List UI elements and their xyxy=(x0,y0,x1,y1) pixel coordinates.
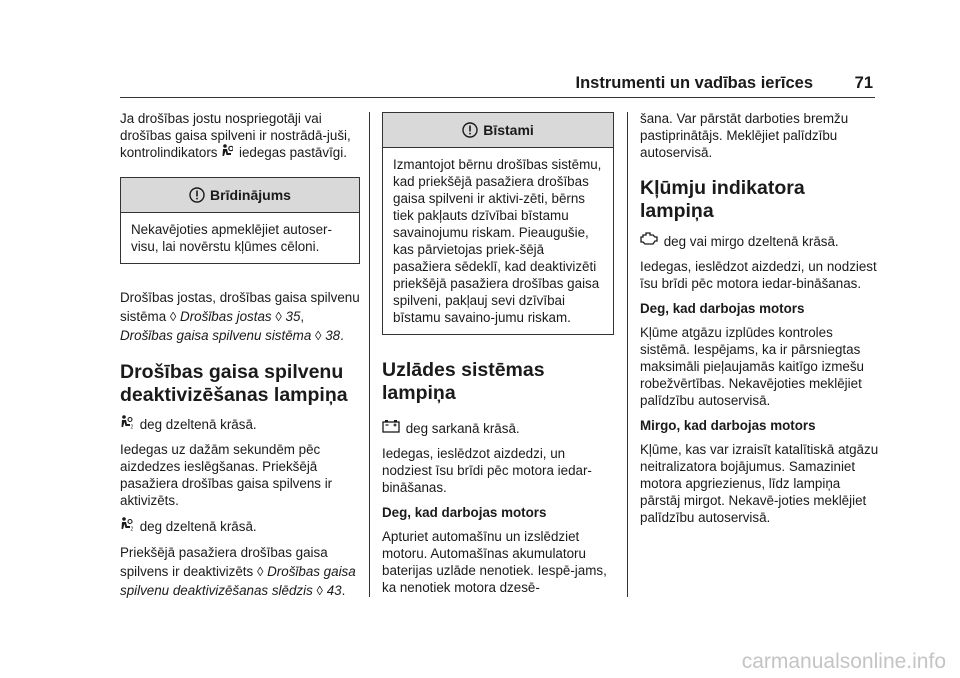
paragraph: šana. Var pārstāt darboties bremžu pastiprinātājs. Meklējiet palīdzību autoservisā. xyxy=(640,111,849,160)
header-rule xyxy=(120,97,875,98)
page-ref-icon: ◊ xyxy=(315,328,322,343)
column-divider xyxy=(369,112,370,597)
section-heading: Uzlādes sistēmas lampiņa xyxy=(382,359,545,404)
paragraph: Ja drošības jostu nospriegotāji vai drošības gaisa spilveni ir nostrādā-juši, kontrolindikators iedegas pastāvīgi. xyxy=(120,111,351,160)
paragraph: Kļūme atgāzu izplūdes kontroles sistēmā. Iespējams, ka ir pārsniegtas maksimāli pieļaujamās kaitīgo izmešu robežvērtības. Nekavējoties meklējiet palīdzību autoservisā. xyxy=(640,325,865,408)
cross-reference[interactable]: Drošības jostas xyxy=(180,309,272,324)
warning-header: Brīdinājums xyxy=(121,178,359,213)
section-heading: Kļūmju indikatora lampiņa xyxy=(640,177,805,222)
paragraph: Kļūme, kas var izraisīt katalītiskā atgāzu neitralizatora bojājumus. Samaziniet motora apgriezienus, līdz lampiņa pārstāj mirgot. Nekavē-joties meklējiet palīdzību autoservisā. xyxy=(640,442,879,525)
danger-box xyxy=(382,112,614,335)
airbag-indicator-icon xyxy=(221,144,233,161)
cross-reference[interactable]: Drošības gaisa spilvenu deaktivizēšanas slēdzis xyxy=(120,564,356,598)
watermark: carmanualsonline.info xyxy=(741,650,946,673)
column-divider xyxy=(627,112,628,597)
column-1 xyxy=(120,110,360,608)
warning-box xyxy=(120,177,360,264)
svg-text:2: 2 xyxy=(130,424,134,429)
paragraph: Drošības jostas, drošības gaisa spilvenu sistēma ◊ Drošības jostas ◊ 35, Drošības gaisa spilvenu sistēma ◊ 38. xyxy=(120,290,360,343)
indicator-line: 2 deg dzeltenā krāsā. xyxy=(120,517,360,535)
paragraph: Priekšējā pasažiera drošības gaisa spilvens ir deaktivizēts ◊ Drošības gaisa spilvenu deaktivizēšanas slēdzis ◊ 43. xyxy=(120,545,356,598)
subheading: Mirgo, kad darbojas motors xyxy=(640,418,816,433)
warning-text: Nekavējoties apmeklējiet autoser-visu, lai novērstu kļūmes cēloni. xyxy=(131,222,332,254)
column-3 xyxy=(640,110,880,534)
indicator-line: 2 deg dzeltenā krāsā. xyxy=(120,415,360,433)
danger-header: Bīstami xyxy=(383,113,613,148)
paragraph: Apturiet automašīnu un izslēdziet motoru. Automašīnas akumulatoru baterijas uzlāde nenotiek. Iespē-jams, ka nenotiek motora dzesē- xyxy=(382,529,607,595)
airbag-off-indicator-icon xyxy=(120,517,134,535)
paragraph: Iedegas, ieslēdzot aizdedzi, un nodziest īsu brīdi pēc motora iedar-bināšanas. xyxy=(382,446,592,495)
airbag-off-indicator-icon xyxy=(120,415,134,433)
svg-text:2: 2 xyxy=(130,526,134,531)
indicator-line: deg vai mirgo dzeltenā krāsā. xyxy=(640,231,880,250)
danger-text: Izmantojot bērnu drošības sistēmu, kad priekšējā pasažiera drošības gaisa spilveni ir aktivi-zēti, bērns tiek pakļauts dzīvībai bīstamu savainojumu riskam. Pieaugušie, kas pārvietojas priek-šējā pasažiera sēdeklī, kad deaktivizēti priekšējā pasažiera drošības gaisa spilveni, pakļauj sevi dzīvībai bīstamu savaino-jumu riskam. xyxy=(393,157,602,325)
cross-reference[interactable]: Drošības gaisa spilvenu sistēma xyxy=(120,328,312,343)
battery-indicator-icon xyxy=(382,419,400,437)
subheading: Deg, kad darbojas motors xyxy=(382,505,547,520)
section-heading: Drošības gaisa spilvenu deaktivizēšanas lampiņa xyxy=(120,361,348,406)
engine-indicator-icon xyxy=(640,231,658,250)
page-ref-icon: ◊ xyxy=(275,309,282,324)
page-number: 71 xyxy=(854,74,873,92)
page-header xyxy=(120,66,875,102)
paragraph: Iedegas, ieslēdzot aizdedzi, un nodziest īsu brīdi pēc motora iedar-bināšanas. xyxy=(640,259,877,291)
column-2 xyxy=(382,110,614,604)
page-ref-icon: ◊ xyxy=(316,583,323,598)
danger-icon xyxy=(462,122,478,138)
page-ref-icon: ◊ xyxy=(169,309,177,324)
indicator-line: deg sarkanā krāsā. xyxy=(382,419,614,437)
page-ref-icon: ◊ xyxy=(256,564,264,579)
subheading: Deg, kad darbojas motors xyxy=(640,301,805,316)
paragraph: Iedegas uz dažām sekundēm pēc aizdedzes ieslēgšanas. Priekšējā pasažiera drošības gaisa spilvens ir aktivizēts. xyxy=(120,442,333,508)
warning-icon xyxy=(189,187,205,203)
section-title: Instrumenti un vadības ierīces xyxy=(575,74,813,92)
